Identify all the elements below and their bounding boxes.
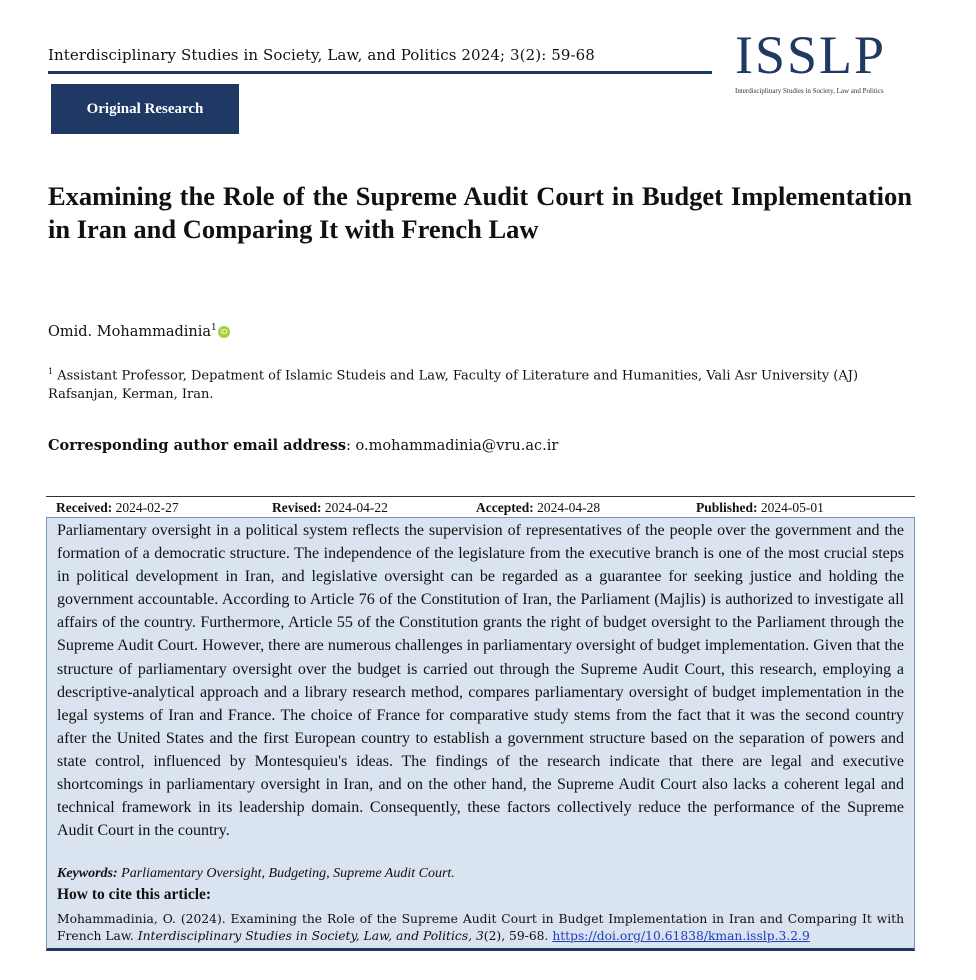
orcid-icon[interactable]: iD [218, 326, 230, 338]
abstract-text: Parliamentary oversight in a political system reflects the supervision of representatives of the people over the government and the formation of a democratic structure. The independence of the legislature from the executive branch is one of the most crucial steps in political development in Iran, and legislative oversight can be regarded as a guarantee for seeking justice and holding the government accountable. According to Article 76 of the Constitution of Iran, the Parliament (Majlis) is authorized to investigate all affairs of the country. Furthermore, Article 55 of the Constitution grants the right of budget oversight to the Parliament through the Supreme Audit Court. However, there are numerous challenges in parliamentary oversight of budget implementation. Given that the structure of parliamentary oversight over the budget is carried out through the Supreme Audit Court, this research, employing a descriptive-analytical approach and a library research method, compares parliamentary oversight of budget implementation in the legal systems of Iran and France. The choice of France for comparative study stems from the fact that it was the second country after the United States and the first European country to establish a government structure based on the separation of powers and state control, influenced by Montesquieu's ideas. The findings of the research indicate that there are legal and executive shortcomings in parliamentary oversight in Iran, and on the other hand, the Supreme Audit Court also lacks a coherent legal and technical framework in its leadership domain. Consequently, these factors collectively reduce the performance of the Supreme Audit Court in the country. [57, 522, 904, 840]
published-date: Published: 2024-05-01 [696, 500, 824, 515]
abstract-panel [46, 517, 915, 951]
journal-citation-header: Interdisciplinary Studies in Society, Law, and Politics 2024; 3(2): 59-68 [48, 46, 595, 64]
journal-logo [735, 26, 905, 95]
article-type-badge: Original Research [51, 84, 239, 134]
author-name: Omid. Mohammadinia [48, 323, 212, 340]
citation-issue: (2), 59-68. [483, 929, 549, 943]
corresponding-label: Corresponding author email address [48, 437, 347, 454]
affiliation-text: Assistant Professor, Depatment of Islamic Studeis and Law, Faculty of Literature and Humanities, Vali Asr University (AJ) Rafsanjan, Kerman, Iran. [48, 368, 859, 403]
header-rule [48, 71, 712, 74]
affiliation-number: 1 [48, 367, 54, 376]
keywords-list: Parliamentary Oversight, Budgeting, Supreme Audit Court. [121, 866, 455, 881]
author-superscript: 1 [211, 323, 217, 333]
citation-journal: Interdisciplinary Studies in Society, Law, and Politics, 3 [137, 929, 484, 943]
logo-wordmark: ISSLP [735, 25, 887, 85]
article-title: Examining the Role of the Supreme Audit Court in Budget Implementation in Iran and Comparing It with French Law [48, 181, 912, 244]
received-date: Received: 2024-02-27 [56, 500, 179, 515]
citation-prefix: Mohammadinia, O. (2024). Examining the Role of the Supreme Audit Court in Budget Implementation in Iran and Comparing It with French Law. [57, 912, 904, 943]
doi-link[interactable]: https://doi.org/10.61838/kman.isslp.3.2.9 [552, 929, 810, 943]
keywords-label: Keywords: [57, 866, 118, 881]
author-line [48, 323, 230, 340]
dates-row [46, 496, 915, 518]
corresponding-email[interactable]: o.mohammadinia@vru.ac.ir [355, 438, 559, 454]
article-meta-box [46, 496, 915, 950]
citation-heading: How to cite this article: [57, 886, 212, 903]
accepted-date: Accepted: 2024-04-28 [476, 500, 601, 515]
revised-date: Revised: 2024-04-22 [272, 500, 388, 515]
corresponding-author: Corresponding author email address: o.mohammadinia@vru.ac.ir [48, 437, 559, 454]
citation-text [57, 911, 904, 945]
keywords [57, 866, 904, 882]
logo-subtitle: Interdisciplinary Studies in Society, Law and Politics [735, 87, 884, 95]
affiliation [48, 362, 916, 404]
